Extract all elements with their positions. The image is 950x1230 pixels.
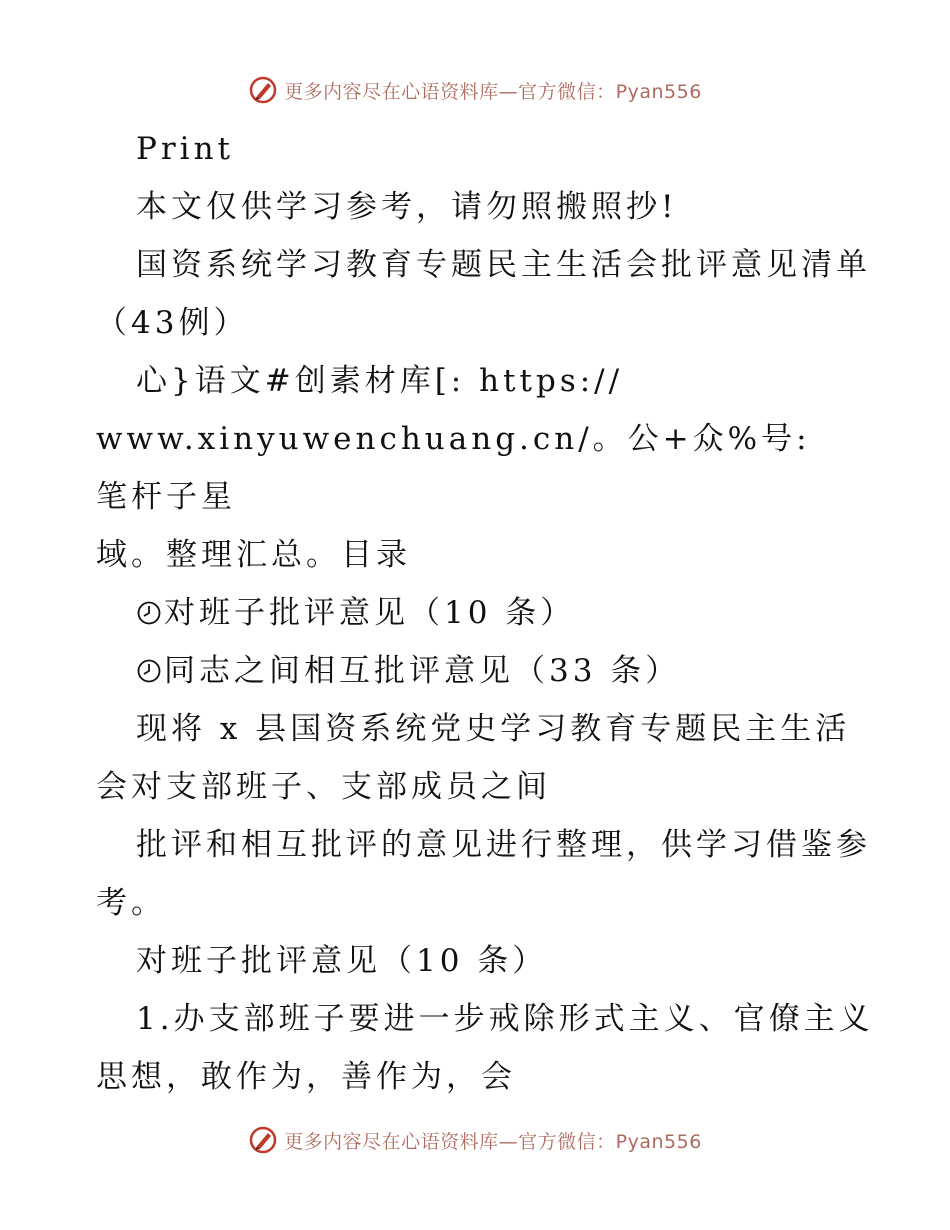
banner-separator: —: [498, 80, 519, 103]
disclaimer-line: 本文仅供学习参考，请勿照搬照抄!: [136, 189, 678, 225]
banner-wechat-text: 官方微信：Pyan556: [518, 1130, 702, 1153]
document-title: 国资系统学习教育专题民主生活会批评意见清单: [136, 247, 871, 283]
item-1-line-2: 思想，敢作为，善作为，会: [96, 1059, 516, 1095]
clock-icon: [136, 658, 162, 684]
document-title-count: （43例）: [96, 305, 249, 341]
banner-text: [284, 1127, 702, 1154]
banner-text: [284, 77, 702, 104]
section-heading-team: 对班子批评意见（10 条）: [136, 943, 548, 979]
print-label: Print: [136, 131, 235, 167]
intro-line-1: 现将 x 县国资系统党史学习教育专题民主生活: [136, 711, 851, 747]
toc-item-team-label: 对班子批评意见（10 条）: [164, 595, 576, 631]
intro-line-2: 会对支部班子、支部成员之间: [96, 769, 551, 805]
document-body: [96, 120, 874, 1106]
toc-item-team[interactable]: [96, 584, 856, 642]
clock-icon: [136, 600, 162, 626]
source-line: 心}语文#创素材库[: https://: [136, 363, 624, 399]
toc-heading-line: 域。整理汇总。目录: [96, 537, 411, 573]
pen-logo-icon: [248, 75, 278, 105]
footer-banner: [0, 1120, 950, 1160]
toc-item-peers-label: 同志之间相互批评意见（33 条）: [164, 653, 681, 689]
source-url-line: www.xinyuwenchuang.cn/。公+众%号: 笔杆子星: [96, 421, 811, 515]
intro-line-4: 考。: [96, 885, 166, 921]
banner-separator: —: [498, 1130, 519, 1153]
item-1-line-1: 1.办支部班子要进一步戒除形式主义、官僚主义: [136, 1001, 874, 1037]
banner-site-text: 更多内容尽在心语资料库: [284, 1130, 499, 1153]
header-banner: [0, 70, 950, 110]
banner-wechat-text: 官方微信：Pyan556: [518, 80, 702, 103]
toc-item-peers[interactable]: [96, 642, 856, 700]
pen-logo-icon: [248, 1125, 278, 1155]
intro-line-3: 批评和相互批评的意见进行整理，供学习借鉴参: [136, 827, 871, 863]
banner-site-text: 更多内容尽在心语资料库: [284, 80, 499, 103]
